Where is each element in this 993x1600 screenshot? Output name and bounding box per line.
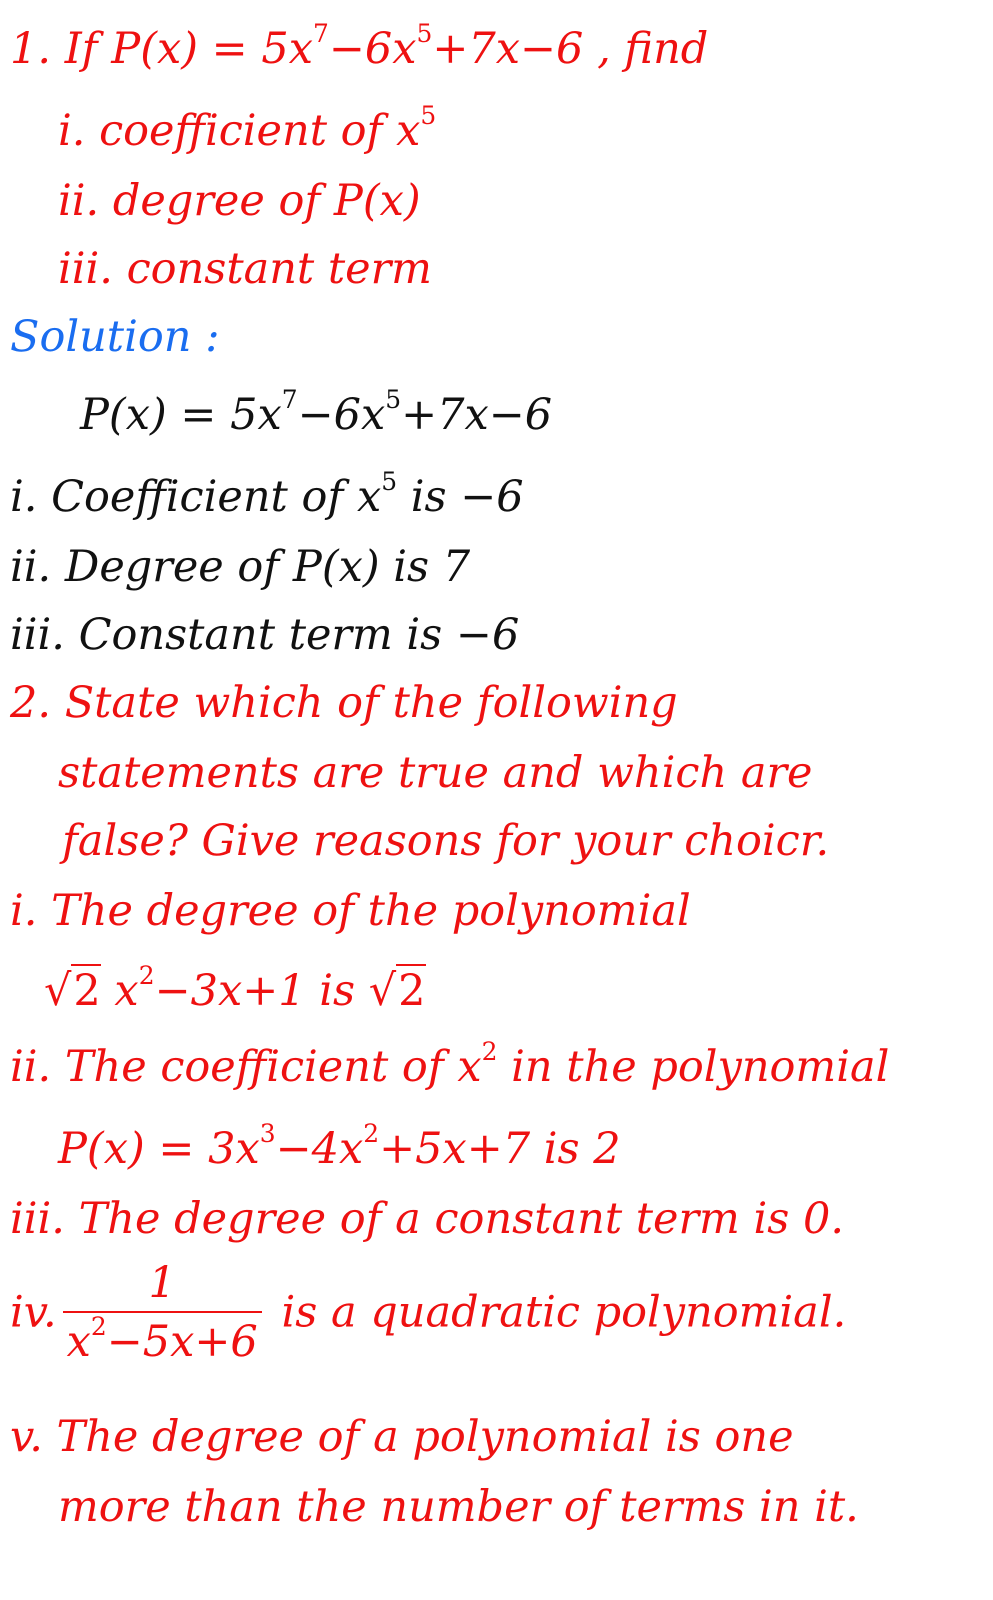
q2-statement-v-line-2: more than the number of terms in it.	[58, 1482, 859, 1532]
q1-exp5: 5	[416, 18, 433, 48]
q2-ii-line2-a: P(x) = 3x	[58, 1124, 260, 1174]
solution-eq-exp5: 5	[385, 384, 402, 414]
sqrt-radicand-b: 2	[398, 966, 426, 1016]
q1-part-iii: iii. constant term	[58, 244, 432, 294]
q1-prefix: 1. If	[10, 24, 112, 74]
q1-poly-b: −6x	[328, 24, 417, 74]
solution-ans-i-a: i. Coefficient of x	[10, 472, 382, 522]
solution-eq-a: P(x) = 5x	[80, 390, 282, 440]
q2-ii-line1-a: ii. The coefficient of x	[10, 1042, 482, 1092]
q2-statement-i-line-1: i. The degree of the polynomial	[10, 886, 691, 936]
fraction-numerator: 1	[63, 1262, 262, 1313]
q2-line-2: statements are true and which are	[58, 748, 813, 798]
solution-answer-iii: iii. Constant term is −6	[10, 610, 520, 660]
solution-eq-exp7: 7	[281, 384, 298, 414]
q2-statement-iii: iii. The degree of a constant term is 0.	[10, 1194, 845, 1244]
q1-statement	[10, 18, 709, 74]
q2-statement-ii-line-1	[10, 1036, 890, 1092]
solution-equation	[80, 384, 553, 440]
sqrt-symbol-a	[44, 964, 101, 1016]
solution-answer-ii: ii. Degree of P(x) is 7	[10, 542, 471, 592]
q2-iv-prefix: iv.	[10, 1287, 57, 1338]
fraction	[63, 1258, 262, 1367]
den-b: −5x+6	[106, 1317, 258, 1367]
q2-line-3: false? Give reasons for your choicr.	[62, 816, 830, 866]
q2-i-exp2: 2	[138, 960, 155, 990]
den-a: x	[66, 1317, 91, 1367]
sqrt-symbol-b	[369, 964, 426, 1016]
sqrt-sign-a: √	[44, 966, 72, 1016]
q1-poly-c: +7x−6 , find	[432, 24, 709, 74]
q1-exp7: 7	[312, 18, 329, 48]
solution-eq-b: −6x	[297, 390, 386, 440]
q2-statement-v-line-1: v. The degree of a polynomial is one	[10, 1412, 794, 1462]
q2-i-mid-b: −3x+1 is	[154, 966, 369, 1016]
q2-statement-iv	[10, 1258, 847, 1367]
q2-statement-i-line-2	[44, 960, 426, 1016]
q2-ii-line2-c: +5x+7 is 2	[379, 1124, 621, 1174]
q2-i-mid-a: x	[100, 966, 139, 1016]
solution-ans-i-b: is −6	[397, 472, 524, 522]
sqrt-radicand-a: 2	[73, 966, 101, 1016]
q1-poly-a: P(x) = 5x	[111, 24, 313, 74]
q2-ii-line2-b: −4x	[275, 1124, 364, 1174]
sqrt-sign-b: √	[368, 966, 397, 1016]
q2-iv-suffix: is a quadratic polynomial.	[267, 1287, 847, 1338]
q2-ii-exp2b: 2	[363, 1118, 380, 1148]
q2-statement-ii-line-2	[58, 1118, 621, 1174]
solution-heading: Solution :	[10, 312, 220, 362]
q1-part-i-exp: 5	[420, 100, 437, 130]
q1-part-ii: ii. degree of P(x)	[58, 176, 421, 226]
q1-part-i-text: i. coefficient of x	[58, 106, 421, 156]
q2-ii-exp2: 2	[481, 1036, 498, 1066]
solution-ans-i-exp: 5	[381, 466, 398, 496]
q1-part-i	[58, 100, 437, 156]
solution-answer-i	[10, 466, 524, 522]
den-exp: 2	[90, 1311, 107, 1341]
solution-eq-c: +7x−6	[401, 390, 553, 440]
fraction-denominator	[63, 1311, 262, 1367]
q2-line-1: 2. State which of the following	[10, 678, 678, 728]
q2-ii-line1-b: in the polynomial	[497, 1042, 890, 1092]
q2-ii-exp3: 3	[259, 1118, 276, 1148]
